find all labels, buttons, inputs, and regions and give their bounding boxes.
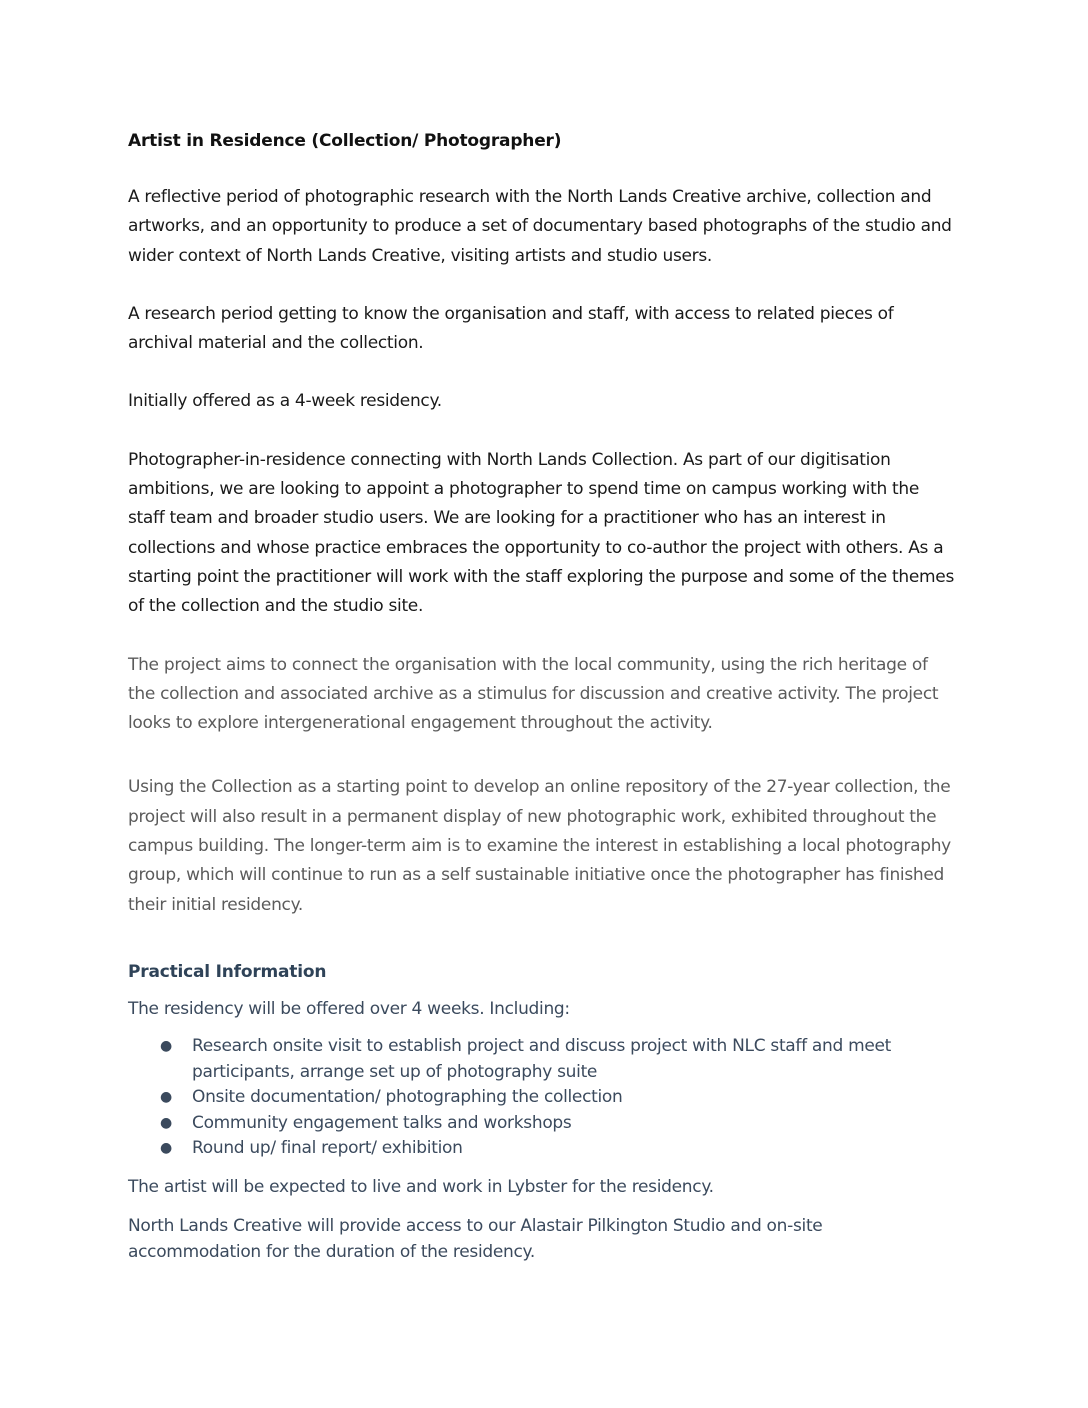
list-item-text: Round up/ final report/ exhibition: [192, 1138, 463, 1159]
practical-bullet-list: [128, 1034, 958, 1162]
paragraph-project-aims: The project aims to connect the organisation with the local community, using the rich heritage of the collection and associated archive as a stimulus for discussion and creative activity. The project looks to explore intergenerational engagement throughout the activity.: [128, 654, 939, 734]
list-item: [128, 1136, 958, 1162]
practical-note-accommodation: North Lands Creative will provide access to our Alastair Pilkington Studio and on-site accommodation for the duration of the residency.: [128, 1216, 823, 1262]
bullet-icon: ●: [160, 1089, 172, 1106]
list-item: [128, 1111, 958, 1137]
paragraph-research-period: A research period getting to know the organisation and staff, with access to related pieces of archival material and the collection.: [128, 303, 894, 354]
list-item-text: Community engagement talks and workshops: [192, 1112, 572, 1133]
document-title: Artist in Residence (Collection/ Photographer): [128, 131, 562, 151]
paragraph-photographer-in-residence: Photographer-in-residence connecting with North Lands Collection. As part of our digitisation ambitions, we are looking to appoint a photographer to spend time on campus working with the staff team and broader studio users. We are looking for a practitioner who has an interest in collections and whose practice embraces the opportunity to co-author the project with others. As a starting point the practitioner will work with the staff exploring the purpose and some of the themes of the collection and the studio site.: [128, 449, 955, 617]
practical-information-heading: Practical Information: [128, 961, 327, 982]
bullet-icon: ●: [160, 1140, 172, 1157]
paragraph-collection-repository: Using the Collection as a starting point to develop an online repository of the 27-year collection, the project will also result in a permanent display of new photographic work, exhibited throughout the campus building. The longer-term aim is to examine the interest in establishing a local photography group, which will continue to run as a self sustainable initiative once the photographer has finished their initial residency.: [128, 777, 951, 915]
practical-note-live-and-work: The artist will be expected to live and work in Lybster for the residency.: [128, 1176, 714, 1197]
bullet-icon: ●: [160, 1038, 172, 1055]
list-item-text: Onsite documentation/ photographing the collection: [192, 1087, 623, 1108]
paragraph-residency-length: Initially offered as a 4-week residency.: [128, 391, 442, 412]
document-body: [128, 128, 958, 1265]
paragraph-reflective-period: A reflective period of photographic research with the North Lands Creative archive, collection and artworks, and an opportunity to produce a set of documentary based photographs of the studio and wider context of North Lands Creative, visiting artists and studio users.: [128, 187, 952, 266]
practical-intro: The residency will be offered over 4 weeks. Including:: [128, 998, 570, 1019]
bullet-icon: ●: [160, 1114, 172, 1131]
list-item-text: Research onsite visit to establish project and discuss project with NLC staff and meet participants, arrange set up of photography suite: [192, 1036, 892, 1082]
list-item: [128, 1034, 958, 1085]
list-item: [128, 1085, 958, 1111]
